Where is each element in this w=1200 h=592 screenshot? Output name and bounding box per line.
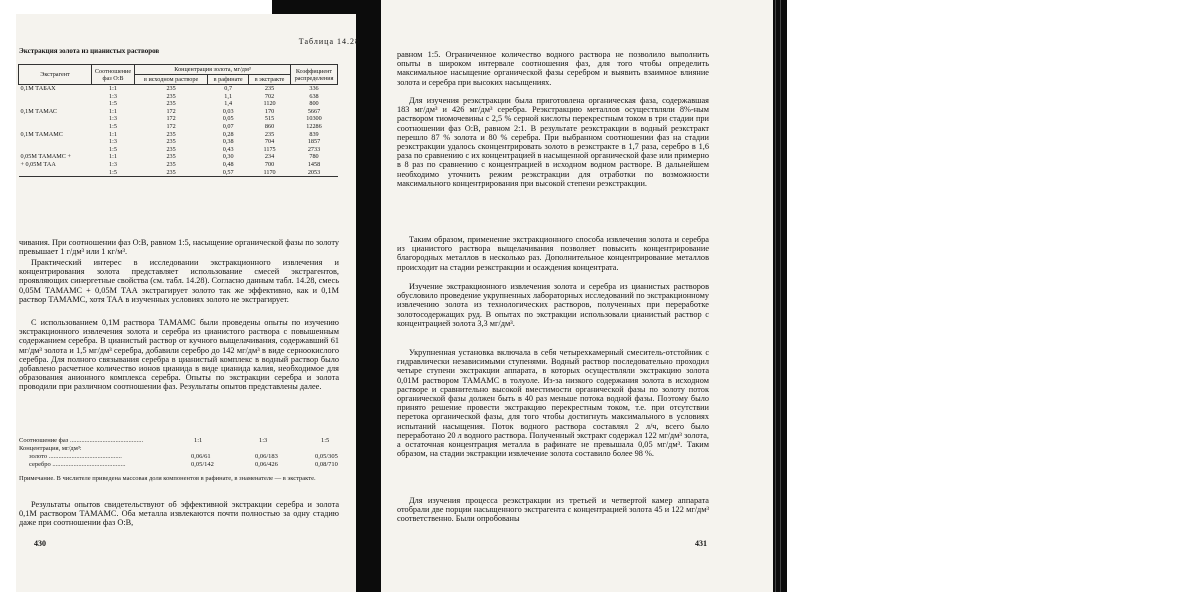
- table-row: [19, 153, 338, 161]
- cell-extract: 1170: [249, 169, 291, 177]
- results-conc-label: Концентрация, мг/дм³:: [19, 445, 82, 452]
- right-paragraph-3: Таким образом, применение экстракционного способа извлечения золота и серебра из цианистого раствора выщелачивания позволяет повысить концентрирование благородных металлов в несколько раз. Дополнительное концентрирование металлов происходит на стадии реэкстракции и осаждения концентрата.: [397, 235, 709, 272]
- cell-initial: 235: [166, 138, 176, 146]
- cell-extract: 702: [264, 92, 275, 100]
- header-concentration: Концентрация золота, мг/дм³: [135, 65, 291, 75]
- cell-initial: 235: [135, 169, 208, 177]
- cell-ratio: 1:5: [109, 122, 117, 130]
- cell-initial: 235: [166, 145, 176, 153]
- table-row: [19, 100, 338, 108]
- results-ratio-label: Соотношение фаз .............................................: [19, 437, 144, 444]
- left-paragraph-1: чивания. При соотношении фаз О:В, равном 1:5, насыщение органической фазы по золоту превышает 1 г/дм³ или 1 кг/м³.: [19, 238, 339, 257]
- cell-ratio: 1:3: [109, 138, 117, 146]
- table-row: [19, 108, 338, 116]
- cell-raffinate: 0,38: [222, 138, 234, 146]
- left-paragraph-2: Практический интерес в исследовании экстракционного извлечения и концентрирования золота представляет использование смесей экстрагентов, проявляющих синергетные свойства (см. табл. 14.28). Согласно данным табл. 14.28, смесь 0,05М ТАМАМС + 0,05М ТАА экстрагирует золото так же эффективно, как и 0,1М раствор ТАМАМС, хотя ТАА в изученных условиях золото не экстрагирует.: [19, 258, 339, 304]
- header-coefficient: Коэффициент распределения: [291, 65, 338, 85]
- header-extract: в экстракте: [249, 75, 291, 85]
- cell-extract: 700: [264, 160, 275, 168]
- results-silver-label: серебро .............................................: [29, 461, 126, 468]
- table-row: [19, 93, 338, 101]
- cell-ratio: 1:3: [109, 115, 117, 123]
- cell-extractant: [19, 146, 92, 154]
- left-paragraph-3: С использованием 0,1М раствора ТАМАМС были проведены опыты по изучению экстракционного извлечения золота и серебра из цианистого раствора с повышенным содержанием серебра. В цианистый раствор от кучного выщелачивания, содержавший 61 мг/дм³ золота и 1,5 мг/дм³ серебра, добавили серебро до 142 мг/дм³ в виде серноокислого серебра. Для полного связывания серебра в цианистый комплекс в водный раствор было добавлено расчетное количество ионов цианида в виде цианида калия, необходимое для образования анионного комплекса серебра. Опыты по экстракции серебра и золота проводили при различном соотношении фаз. Результаты опытов представлены далее.: [19, 318, 339, 392]
- cell-extract: 1120: [263, 100, 276, 108]
- results-ratio-row: [19, 437, 339, 445]
- table-row: [19, 115, 338, 123]
- results-ratio-1: 1:1: [194, 437, 203, 444]
- right-paragraph-6: Для изучения процесса реэкстракции из третьей и четвертой камер аппарата отобрали две порции насыщенного экстрагента с концентрацией золота 45 и 122 мг/дм³ соответственно. Были опробованы: [397, 496, 709, 524]
- table-row: [19, 131, 338, 139]
- cell-ratio: 1:5: [92, 169, 135, 177]
- results-silver-1: 0,05/142: [191, 461, 214, 468]
- cell-initial: 235: [166, 100, 176, 108]
- cell-initial: 172: [166, 122, 176, 130]
- results-silver-2: 0,06/426: [255, 461, 278, 468]
- cell-ratio: 1:5: [109, 100, 117, 108]
- page-number-left: 430: [34, 539, 46, 548]
- table-row: [19, 85, 338, 93]
- header-ratio: Соотношение фаз О:В: [92, 65, 135, 85]
- cell-extract: 235: [264, 85, 275, 92]
- cell-raffinate: 0,30: [222, 153, 234, 161]
- cell-extractant: [19, 93, 92, 101]
- cell-coefficient: 2053: [291, 169, 338, 177]
- cell-ratio: 1:1: [109, 85, 117, 92]
- table-row: [19, 146, 338, 154]
- table-title: Экстракция золота из цианистых растворов: [19, 47, 160, 55]
- cell-extractant: [19, 100, 92, 108]
- results-gold-2: 0,06/183: [255, 453, 278, 460]
- left-paragraph-4: Результаты опытов свидетельствуют об эффективной экстракции серебра и золота 0,1М раствором ТАМАМС. Оба металла извлекаются почти полностью за одну стадию даже при соотношении фаз О:В,: [19, 500, 339, 528]
- cell-initial: 235: [166, 160, 176, 168]
- cell-ratio: 1:1: [109, 107, 117, 115]
- results-ratio-2: 1:3: [259, 437, 268, 444]
- extraction-table: [18, 64, 338, 177]
- cell-extract: 234: [264, 153, 275, 161]
- cell-extract: 704: [264, 138, 275, 146]
- cell-initial: 235: [166, 153, 176, 161]
- cell-ratio: 1:1: [109, 153, 117, 161]
- results-ratio-3: 1:5: [321, 437, 330, 444]
- cell-extractant: 0,1М ТАМАС: [20, 107, 58, 115]
- header-raffinate: в рафинате: [208, 75, 249, 85]
- cell-coefficient: 336: [309, 85, 319, 92]
- header-initial: в исходном растворе: [135, 75, 208, 85]
- cell-coefficient: 10300: [306, 115, 322, 123]
- table-row: [19, 161, 338, 169]
- cell-raffinate: 1,4: [224, 100, 233, 108]
- cell-extractant: 0,1М ТАБАХ: [20, 85, 56, 92]
- cell-initial: 172: [166, 107, 176, 115]
- table-row: [19, 123, 338, 131]
- cell-coefficient: 12286: [306, 122, 322, 130]
- results-silver-3: 0,08/710: [315, 461, 338, 468]
- cell-ratio: 1:1: [109, 130, 117, 138]
- cell-coefficient: 839: [309, 130, 319, 138]
- results-gold-1: 0,06/61: [191, 453, 211, 460]
- table-note: Примечание. В числителе приведена массовая доля компонентов в рафинате, в знаменателе — в экстракте.: [19, 475, 316, 482]
- cell-extractant: + 0,05М ТАА: [20, 160, 56, 168]
- cell-initial: 235: [166, 85, 176, 92]
- cell-raffinate: 0,07: [222, 122, 234, 130]
- results-silver-row: [19, 461, 339, 469]
- cell-initial: 172: [166, 115, 176, 123]
- results-gold-3: 0,05/305: [315, 453, 338, 460]
- cell-extract: 235: [264, 130, 275, 138]
- cell-initial: 235: [166, 130, 176, 138]
- results-gold-label: золото .............................................: [29, 453, 122, 460]
- cell-extract: 170: [264, 107, 275, 115]
- cell-extractant: [19, 115, 92, 123]
- cell-extractant: 0,1М ТАМАМС: [20, 130, 63, 138]
- cell-extract: 860: [264, 122, 275, 130]
- right-paragraph-4: Изучение экстракционного извлечения золота и серебра из цианистых растворов обусловило проведение укрупненных лабораторных исследований по экстракционному извлечению золота из технологических растворов, полученных при переработке золотосодержащих руд. В опытах по экстракции использовали цианистый раствор с концентрацией золота 3,3 мг/дм³.: [397, 282, 709, 328]
- table-row: [19, 169, 338, 177]
- right-paragraph-1: равном 1:5. Ограниченное количество водного раствора не позволило выполнить опыты в широком интервале соотношения фаз, для того чтобы определить максимальное насыщение органической фазы серебром и выявить взаимное влияние золота и серебра при высоких насыщениях.: [397, 50, 709, 87]
- cell-coefficient: 1458: [307, 160, 321, 168]
- cell-raffinate: 0,28: [222, 130, 234, 138]
- cell-extractant: [19, 169, 92, 177]
- page-number-right: 431: [695, 539, 707, 548]
- cell-coefficient: 5667: [307, 107, 321, 115]
- cell-raffinate: 0,03: [222, 107, 234, 115]
- cell-initial: 235: [166, 92, 176, 100]
- cell-coefficient: 800: [309, 100, 319, 108]
- scan-gutter: [356, 0, 381, 592]
- cell-ratio: 1:5: [109, 145, 117, 153]
- cell-coefficient: 638: [309, 92, 319, 100]
- cell-coefficient: 1857: [307, 138, 321, 146]
- results-gold-row: [19, 453, 339, 461]
- cell-extractant: [19, 123, 92, 131]
- cell-ratio: 1:3: [109, 92, 117, 100]
- cell-raffinate: 1,1: [224, 92, 233, 100]
- cell-raffinate: 0,48: [222, 160, 234, 168]
- cell-extractant: [19, 138, 92, 146]
- cell-extract: 515: [264, 115, 275, 123]
- right-paragraph-2: Для изучения реэкстракции была приготовлена органическая фаза, содержавшая 183 мг/дм³ и 426 мг/дм³ серебра. Реэкстракцию металлов осуществляли 8%-ным раствором тиомочевины с 2,5 % серной кислоты перекрестным током в три стадии при соотношении фаз О:В, равном 2:1. В результате реэкстракции в водный реэкстракт перешло 87 % золота и 80 % серебра. При выбранном соотношении фаз на стадии реэкстракции удалось сконцентрировать золото в реэкстракте в 1,7 раза, серебро в 1,6 раза по сравнению с их концентрацией в насыщенной органической фазе или примерно в 8 раз по сравнению с концентрацией в исходном водном растворе. В дальнейшем необходимо уточнить режим реэкстракции для отработки по возможности максимального концентрирования при высокой степени реэкстракции.: [397, 96, 709, 188]
- cell-coefficient: 2733: [307, 145, 321, 153]
- cell-coefficient: 780: [309, 153, 319, 161]
- results-block: [19, 437, 339, 469]
- right-paragraph-5: Укрупненная установка включала в себя четырехкамерный смеситель-отстойник с гидравлически независимыми ступенями. Водный раствор последовательно проходил четыре ступени экстракции аппарата, в которых осуществляли экстракцию золота 0,01М раствором ТАМАМС в толуоле. Из-за низкого содержания золота в исходном растворе и сравнительно высокой вместимости органической фазы по золоту поток органической фазы должен быть в 40 раз меньше потока водной фазы. Поэтому было принято решение провести экстракцию перекрестным током, т.е. при отсутствии перетока органической фазы, для того чтобы достигнуть максимального в условиях испытаний насыщения. Поток водного раствора составлял 2 л/ч, всего было переработано 20 л водного раствора. Полученный экстракт содержал 122 мг/дм³ золота, а остаточная концентрация металла в рафинате не превышала 0,05 мг/дм³. Таким образом, на стадии экстракции извлечение золота составило более 98 %.: [397, 348, 709, 459]
- cell-raffinate: 0,05: [222, 115, 234, 123]
- cell-ratio: 1:3: [109, 160, 117, 168]
- cell-extractant: 0,05М ТАМАМС +: [20, 153, 71, 161]
- table-row: [19, 138, 338, 146]
- header-extractant: Экстрагент: [19, 65, 92, 85]
- cell-raffinate: 0,57: [208, 169, 249, 177]
- cell-raffinate: 0,43: [222, 145, 234, 153]
- table-number: Таблица 14.28: [298, 37, 360, 46]
- cell-extract: 1175: [263, 145, 276, 153]
- results-conc-row: [19, 445, 339, 453]
- cell-raffinate: 0,7: [224, 85, 233, 92]
